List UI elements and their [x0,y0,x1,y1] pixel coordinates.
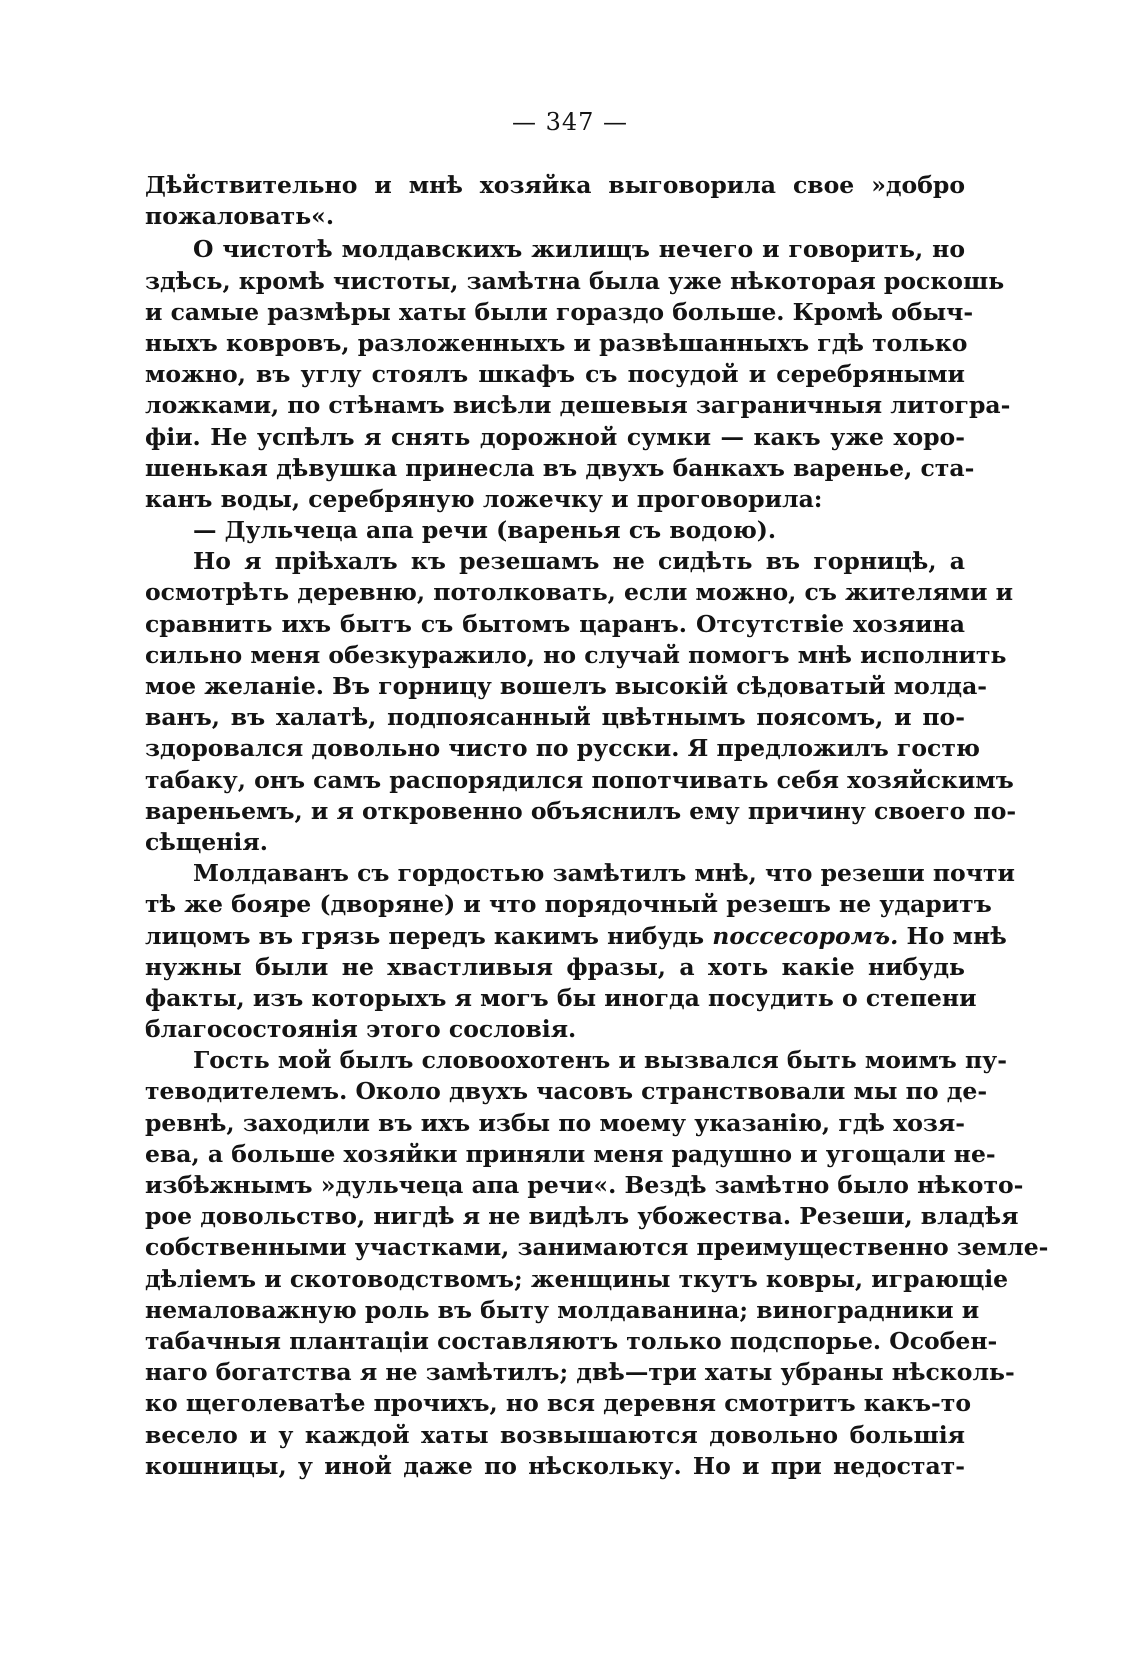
text-line: наго богатства я не замѣтилъ; двѣ—три хаты убраны нѣсколь- [145,1358,1015,1387]
text-line: ревнѣ, заходили въ ихъ избы по моему указанію, гдѣ хозя- [145,1108,965,1137]
text-line: мое желаніе. Въ горницу вошелъ высокій сѣдоватый молда- [145,672,988,700]
text-line: дѣліемъ и скотоводствомъ; женщины ткутъ ковры, играющіе [145,1264,1009,1293]
text-line: Гость мой былъ словоохотенъ и вызвался быть моимъ пу- [193,1046,1007,1075]
body-text [145,170,1049,1482]
text-line: и самые размѣры хаты были гораздо больше. Кромѣ обыч- [145,297,974,326]
text-line: избѣжнымъ »дульчеца апа речи«. Вездѣ замѣтно было нѣкото- [145,1171,1024,1199]
text-line: благосостоянія этого сословія. [145,1015,577,1044]
text-line: осмотрѣть деревню, потолковать, если можно, съ жителями и [145,578,1014,607]
text-line: сравнить ихъ бытъ съ бытомъ царанъ. Отсутствіе хозяина [145,609,965,638]
text-line: вареньемъ, и я откровенно объяснилъ ему причину своего по- [145,796,1017,825]
text-line: рое довольство, нигдѣ я не видѣлъ убожества. Резеши, владѣя [145,1202,1019,1231]
text-line: ныхъ ковровъ, разложенныхъ и развѣшанныхъ гдѣ только [145,328,968,357]
text-line: сѣщенія. [145,827,268,856]
text-line: можно, въ углу стоялъ шкафъ съ посудой и серебряными [145,360,965,389]
text-line: фіи. Не успѣлъ я снять дорожной сумки — какъ уже хоро- [145,422,965,451]
text-line: факты, изъ которыхъ я могъ бы иногда посудить о степени [145,983,977,1012]
text-line: здоровался довольно чисто по русски. Я предложилъ гостю [145,734,980,763]
text-line [145,921,1007,952]
text-line: кошницы, у иной даже по нѣскольку. Но и при недостат- [145,1451,965,1480]
text-line: пожаловать«. [145,202,335,231]
text-line: ко щеголеватѣе прочихъ, но вся деревня смотритъ какъ-то [145,1389,971,1418]
page-number: — 347 — [511,108,629,136]
text-line: нужны были не хвастливыя фразы, а хоть какіе нибудь [145,952,965,981]
text-line: весело и у каждой хаты возвышаются довольно большія [145,1420,965,1449]
text-line: канъ воды, серебряную ложечку и проговорила: [145,484,823,513]
text-line: тѣ же бояре (дворяне) и что порядочный резешъ не ударитъ [145,890,992,919]
text-line: теводителемъ. Около двухъ часовъ странствовали мы по де- [145,1077,988,1106]
text-fragment: Но мнѣ [906,921,1007,950]
text-line: О чистотѣ молдавскихъ жилищъ нечего и говорить, но [193,235,965,264]
text-line: немаловажную роль въ быту молдаванина; виноградники и [145,1295,980,1324]
text-fragment: лицомъ въ грязь передъ какимъ нибудь [145,921,705,950]
text-line: Дѣйствительно и мнѣ хозяйка выговорила свое »добро [145,171,965,199]
text-line: здѣсь, кромѣ чистоты, замѣтна была уже нѣкоторая роскошь [145,266,1005,295]
text-line: — Дульчеца апа речи (варенья съ водою). [193,516,777,545]
text-line: Молдаванъ съ гордостью замѣтилъ мнѣ, что резеши почти [193,859,1015,888]
text-line: собственными участками, занимаются преимущественно земле- [145,1233,1049,1262]
italic-term: поссесоромъ. [712,921,899,950]
text-line: ложками, по стѣнамъ висѣли дешевыя заграничныя литогра- [145,391,1011,420]
text-line: сильно меня обезкуражило, но случай помогъ мнѣ исполнить [145,640,1007,669]
text-line: ванъ, въ халатѣ, подпоясанный цвѣтнымъ поясомъ, и по- [145,703,965,732]
text-line: табаку, онъ самъ распорядился попотчивать себя хозяйскимъ [145,765,1014,794]
text-line: ева, а больше хозяйки приняли меня радушно и угощали не- [145,1139,996,1168]
text-line: табачныя плантаціи составляютъ только подспорье. Особен- [145,1326,998,1355]
text-line: Но я пріѣхалъ къ резешамъ не сидѣть въ горницѣ, а [193,547,965,576]
text-line: шенькая дѣвушка принесла въ двухъ банкахъ варенье, ста- [145,453,975,482]
